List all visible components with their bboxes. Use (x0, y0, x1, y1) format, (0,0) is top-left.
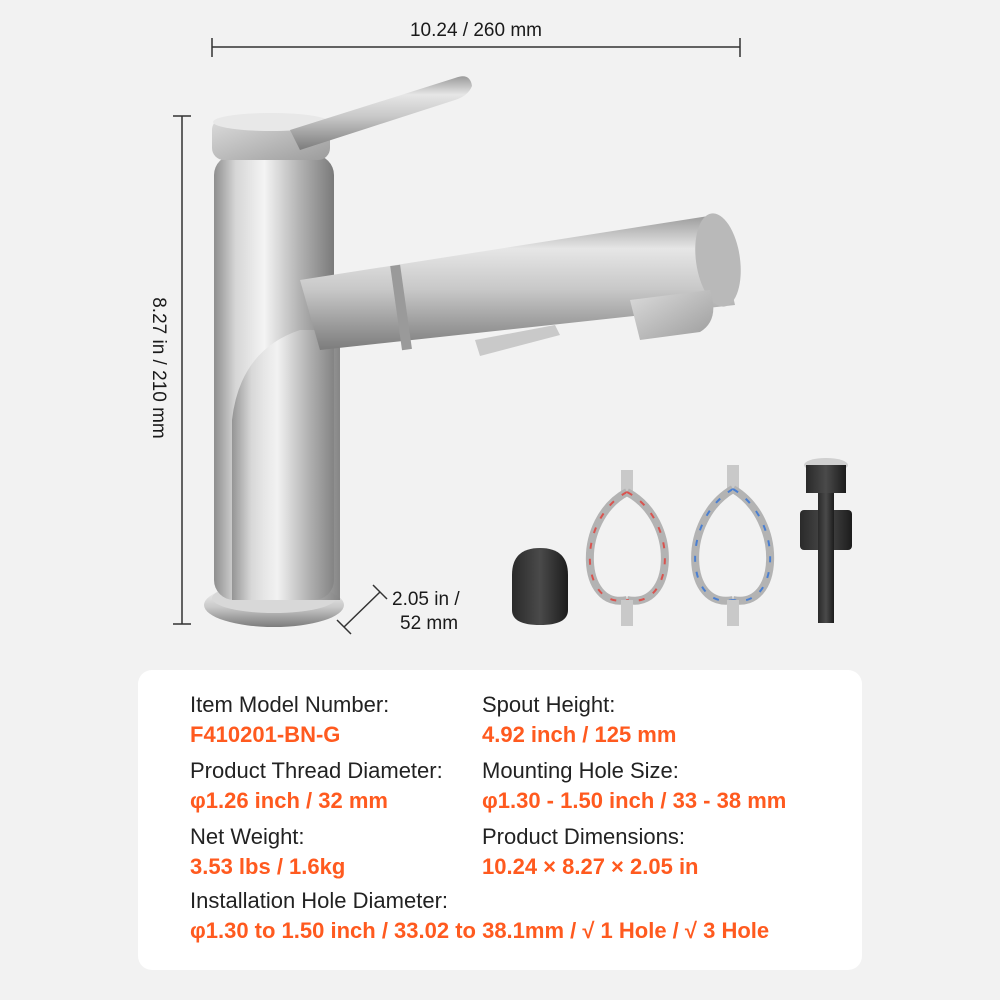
base-dimension-line (337, 585, 387, 634)
spec-mounting-hole (482, 756, 786, 816)
spec-card (138, 670, 862, 970)
spec-thread-diameter-label: Product Thread Diameter: (190, 758, 443, 783)
spec-net-weight (190, 822, 345, 882)
spec-spout-height-value: 4.92 inch / 125 mm (482, 722, 677, 747)
supply-hose-image (590, 470, 665, 626)
spec-net-weight-value: 3.53 lbs / 1.6kg (190, 854, 346, 879)
spec-spout-height-label: Spout Height: (482, 692, 616, 717)
aerator-cap-image (512, 548, 568, 625)
spec-install-hole (190, 886, 769, 946)
spec-model-label: Item Model Number: (190, 692, 390, 717)
spec-net-weight-label: Net Weight: (190, 824, 305, 849)
width-dimension-label: 10.24 / 260 mm (409, 20, 543, 41)
spec-mounting-hole-label: Mounting Hole Size: (482, 758, 679, 783)
spec-spout-height (482, 690, 676, 750)
base-dimension-line2: 52 mm (400, 613, 459, 634)
base-dimension-label (392, 588, 460, 636)
spec-product-dimensions-value: 10.24 × 8.27 × 2.05 in (482, 854, 699, 879)
height-dimension-label: 8.27 in / 210 mm (148, 297, 169, 439)
spec-install-hole-label: Installation Hole Diameter: (190, 888, 449, 913)
spec-thread-diameter-value: φ1.26 inch / 32 mm (190, 788, 388, 813)
pop-up-drain-image (800, 458, 852, 623)
supply-hose-image (695, 465, 770, 626)
spec-model (190, 690, 389, 750)
height-dimension-line (173, 116, 191, 624)
spec-model-value: F410201-BN-G (190, 722, 341, 747)
spec-thread-diameter (190, 756, 443, 816)
base-dimension-line1: 2.05 in / (392, 589, 460, 610)
spec-product-dimensions-label: Product Dimensions: (482, 824, 685, 849)
spec-product-dimensions (482, 822, 699, 882)
spec-install-hole-value: φ1.30 to 1.50 inch / 33.02 to 38.1mm / √ 1 Hole / √ 3 Hole (190, 918, 770, 943)
spec-mounting-hole-value: φ1.30 - 1.50 inch / 33 - 38 mm (482, 788, 787, 813)
